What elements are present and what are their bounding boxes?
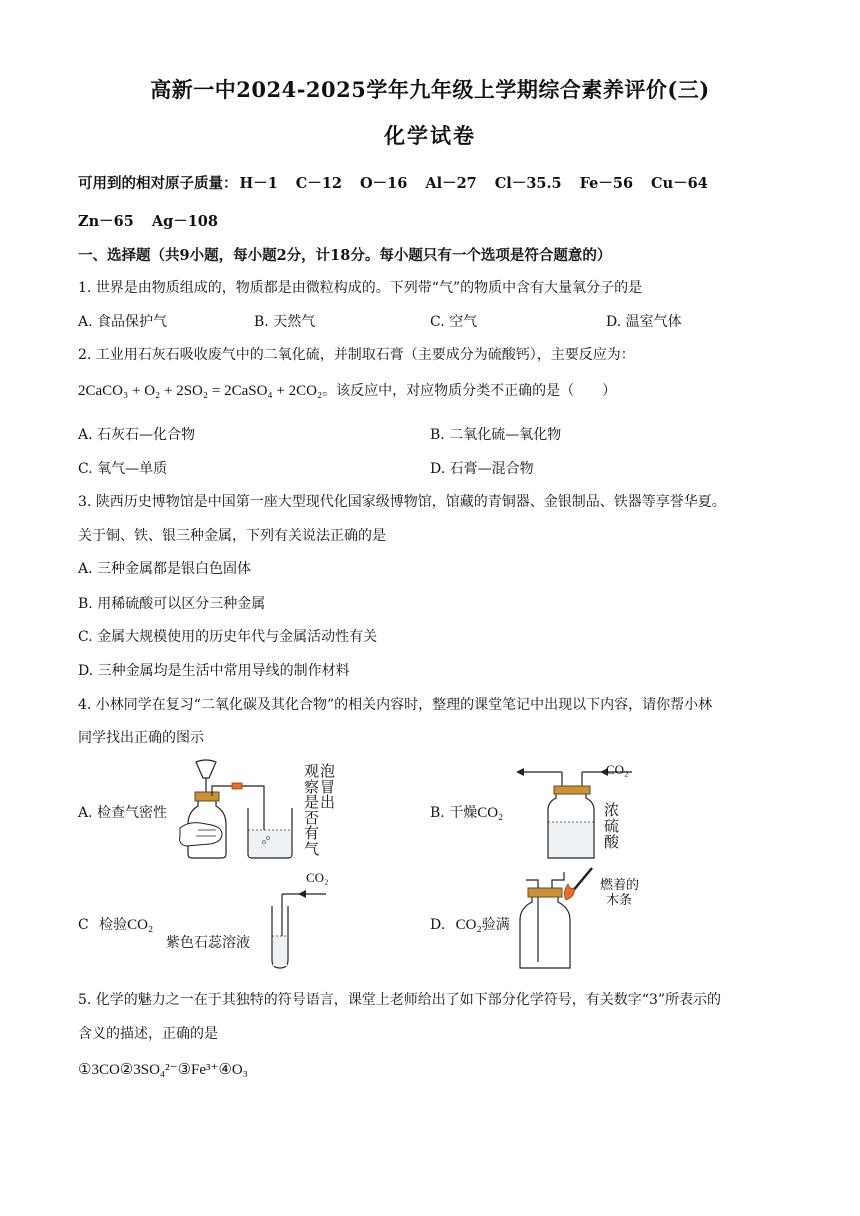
q2-option-a[interactable]: A. 石灰石—化合物 — [78, 427, 196, 443]
fig-b-note-char: 浓 — [604, 801, 620, 819]
q4-option-b[interactable] — [430, 802, 503, 822]
mass-zn: Zn－65 — [78, 213, 134, 230]
fig-d-note-line: 木条 — [606, 893, 633, 908]
fig-a-note-col2 — [320, 764, 335, 811]
co2-formula: CO₂ — [455, 917, 482, 933]
q5-symbol-3: ③Fe³⁺ — [177, 1062, 219, 1078]
q2-equation: 2CaCO₃ + O₂ + 2SO₂ = 2CaSO₄ + 2CO₂ — [78, 383, 323, 399]
q1-option-c[interactable]: C. 空气 — [430, 314, 478, 330]
q5-symbol-4: ④O₃ — [218, 1062, 248, 1078]
q3-option-d[interactable]: D. 三种金属均是生活中常用导线的制作材料 — [78, 663, 350, 679]
q5-symbol-1: ①3CO — [78, 1062, 120, 1078]
q1-option-a[interactable]: A. 食品保护气 — [78, 314, 168, 330]
fig-a-note-char: 否 — [304, 808, 320, 827]
fig-b-co2-label: CO₂ — [606, 762, 629, 777]
q3-option-a[interactable]: A. 三种金属都是银白色固体 — [78, 561, 252, 577]
q2-stem-tail: 。该反应中，对应物质分类不正确的是（ ） — [322, 383, 617, 399]
fig-b-note-char: 酸 — [604, 833, 620, 851]
fig-c-co2-label: CO₂ — [306, 870, 329, 885]
drying-bottle-apparatus — [512, 760, 652, 865]
mass-h: H－1 — [239, 175, 278, 192]
co2-formula: CO₂ — [127, 917, 154, 933]
q2-option-c[interactable]: C. 氧气—单质 — [78, 461, 168, 477]
q1-option-d[interactable]: D. 温室气体 — [606, 314, 682, 330]
fig-b-note-char: 硫 — [604, 817, 620, 835]
atomic-mass-line-1 — [78, 172, 726, 193]
q5-symbol-2: ②3SO₄²⁻ — [119, 1062, 178, 1078]
atomic-mass-line-2 — [78, 210, 236, 231]
fig-a-note — [304, 764, 319, 857]
q4-option-a[interactable]: A. 检查气密性 — [78, 805, 168, 821]
q2-stem: 2. 工业用石灰石吸收废气中的二氧化硫，并制取石膏（主要成分为硫酸钙），主要反应为： — [78, 347, 635, 363]
q4-option-d[interactable]: D. CO₂验满 — [430, 917, 510, 933]
fig-a-note-char: 冒 — [320, 777, 336, 796]
mass-cu: Cu－64 — [651, 175, 708, 192]
q3-option-b[interactable]: B. 用稀硫酸可以区分三种金属 — [78, 596, 266, 612]
fig-d-note-line: 燃着的 — [600, 878, 640, 893]
exam-subtitle: 化学试卷 — [384, 123, 476, 148]
fig-d-note — [600, 878, 639, 908]
q3-stem-2: 关于铜、铁、银三种金属，下列有关说法正确的是 — [78, 528, 386, 544]
q1-stem: 1. 世界是由物质组成的，物质都是由微粒构成的。下列带“气”的物质中含有大量氧分子的是 — [78, 280, 643, 296]
q4-stem-2: 同学找出正确的图示 — [78, 730, 204, 746]
q4-option-d-suffix: 验满 — [481, 917, 510, 933]
fig-a-note-char: 泡 — [320, 762, 336, 780]
fig-a-note-char: 气 — [304, 839, 320, 858]
q2-option-b[interactable]: B. 二氧化硫—氧化物 — [430, 427, 562, 443]
fig-a-note-char: 有 — [304, 824, 320, 842]
q2-equation-line — [78, 380, 616, 400]
mass-al: Al－27 — [425, 175, 477, 192]
mass-fe: Fe－56 — [579, 175, 634, 192]
co2-formula: CO₂ — [477, 805, 504, 821]
mass-c: C－12 — [295, 175, 343, 192]
q1-option-b[interactable]: B. 天然气 — [254, 314, 316, 330]
fig-a-note-char: 出 — [320, 793, 336, 811]
fig-c-note: 紫色石蕊溶液 — [166, 935, 250, 951]
mass-o: O－16 — [360, 175, 408, 192]
section-heading: 一、选择题（共9小题，每小题2分，计18分。每小题只有一个选项是符合题意的） — [78, 247, 612, 264]
fig-a-note-char: 是 — [304, 793, 320, 811]
q3-option-c[interactable]: C. 金属大规模使用的历史年代与金属活动性有关 — [78, 629, 378, 645]
fig-a-note-char: 观 — [304, 762, 320, 780]
q2-option-d[interactable]: D. 石膏—混合物 — [430, 461, 534, 477]
q5-stem-2: 含义的描述，正确的是 — [78, 1026, 218, 1042]
q3-stem-1: 3. 陕西历史博物馆是中国第一座大型现代化国家级博物馆，馆藏的青铜器、金银制品、铁器等享誉华夏。 — [78, 494, 726, 510]
mass-cl: Cl－35.5 — [494, 175, 562, 192]
atomic-mass-label: 可用到的相对原子质量： — [78, 175, 238, 192]
q4-option-c-text: 检验 — [99, 917, 128, 933]
fig-a-note-char: 察 — [304, 777, 320, 796]
test-tube-apparatus — [262, 870, 342, 972]
q5-stem-1: 5. 化学的魅力之一在于其独特的符号语言，课堂上老师给出了如下部分化学符号，有关数字“3”所表示的 — [78, 992, 722, 1008]
q4-stem-1: 4. 小林同学在复习“二氧化碳及其化合物”的相关内容时，整理的课堂笔记中出现以下内容，请你帮小林 — [78, 697, 713, 713]
fig-b-note — [604, 802, 619, 850]
q4-option-b-prefix: B. 干燥 — [430, 805, 478, 821]
mass-ag: Ag－108 — [151, 213, 218, 230]
q5-symbols — [78, 1060, 248, 1079]
exam-title: 高新一中2024-2025学年九年级上学期综合素养评价(三) — [150, 77, 710, 102]
q4-option-c-prefix: C — [78, 917, 89, 933]
burning-stick-icon — [558, 866, 598, 906]
q4-option-c[interactable] — [78, 914, 153, 934]
